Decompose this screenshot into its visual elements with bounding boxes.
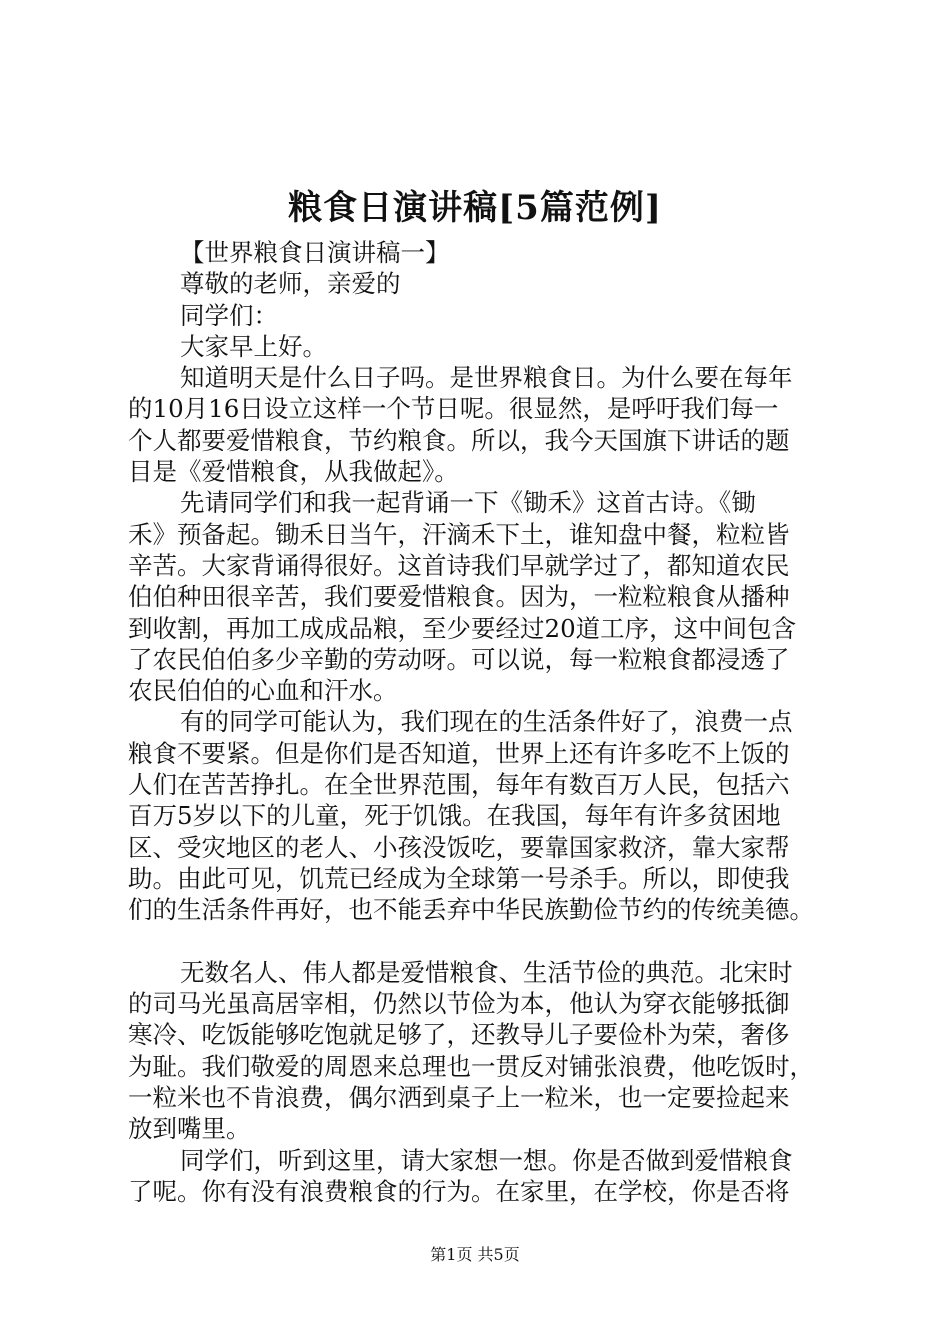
text-line: 辛苦。大家背诵得很好。这首诗我们早就学过了，都知道农民 [128,550,790,580]
text-line: 们的生活条件再好，也不能丢弃中华民族勤俭节约的传统美德。 [128,895,814,925]
text-line: 寒冷、吃饭能够吃饱就足够了，还教导儿子要俭朴为荣，奢侈 [128,1020,790,1050]
text-line: 粮食不要紧。但是你们是否知道，世界上还有许多吃不上饭的 [128,738,790,768]
text-line: 目是《爱惜粮食，从我做起》。 [128,457,459,487]
text-line: 先请同学们和我一起背诵一下《锄禾》这首古诗。《锄 [180,488,756,518]
text-line: 禾》预备起。锄禾日当午，汗滴禾下土，谁知盘中餐，粒粒皆 [128,519,790,549]
text-line: 了呢。你有没有浪费粮食的行为。在家里，在学校，你是否将 [128,1176,790,1206]
text-line: 有的同学可能认为，我们现在的生活条件好了，浪费一点 [180,707,793,737]
text-line: 个人都要爱惜粮食，节约粮食。所以，我今天国旗下讲话的题 [128,425,790,455]
text-line: 同学们，听到这里，请大家想一想。你是否做到爱惜粮食 [180,1145,793,1175]
text-line: 到收割，再加工成成品粮，至少要经过20道工序，这中间包含 [128,613,797,643]
page-footer: 第1页 共5页 [430,1245,520,1264]
text-line: 助。由此可见，饥荒已经成为全球第一号杀手。所以，即使我 [128,863,790,893]
text-line: 伯伯种田很辛苦，我们要爱惜粮食。因为，一粒粒粮食从播种 [128,582,790,612]
text-line: 尊敬的老师，亲爱的 [180,269,401,299]
text-line: 的司马光虽高居宰相，仍然以节俭为本，他认为穿衣能够抵御 [128,989,790,1019]
text-line: 人们在苦苦挣扎。在全世界范围，每年有数百万人民，包括六 [128,770,790,800]
blank-line [128,926,848,957]
text-line: 同学们： [180,300,278,330]
text-line: 【世界粮食日演讲稿一】 [180,238,450,267]
text-line: 农民伯伯的心血和汗水。 [128,676,398,706]
text-line: 一粒米也不肯浪费，偶尔洒到桌子上一粒米，也一定要捡起来 [128,1083,790,1113]
text-line: 为耻。我们敬爱的周恩来总理也一贯反对铺张浪费，他吃饭时， [128,1051,814,1081]
text-line: 百万5岁以下的儿童，死于饥饿。在我国，每年有许多贫困地 [128,801,781,831]
text-line: 区、受灾地区的老人、小孩没饭吃，要靠国家救济，靠大家帮 [128,832,790,862]
text-line: 知道明天是什么日子吗。是世界粮食日。为什么要在每年 [180,363,793,393]
text-line: 了农民伯伯多少辛勤的劳动呀。可以说，每一粒粮食都浸透了 [128,644,790,674]
text-line: 的10月16日设立这样一个节日呢。很显然，是呼吁我们每一 [128,394,779,424]
text-line: 放到嘴里。 [128,1114,251,1144]
page-title: 粮食日演讲稿[5篇范例] [288,188,662,228]
document-body [128,237,848,1207]
text-line: 大家早上好。 [180,331,327,361]
text-line: 无数名人、伟人都是爱惜粮食、生活节俭的典范。北宋时 [180,957,793,987]
